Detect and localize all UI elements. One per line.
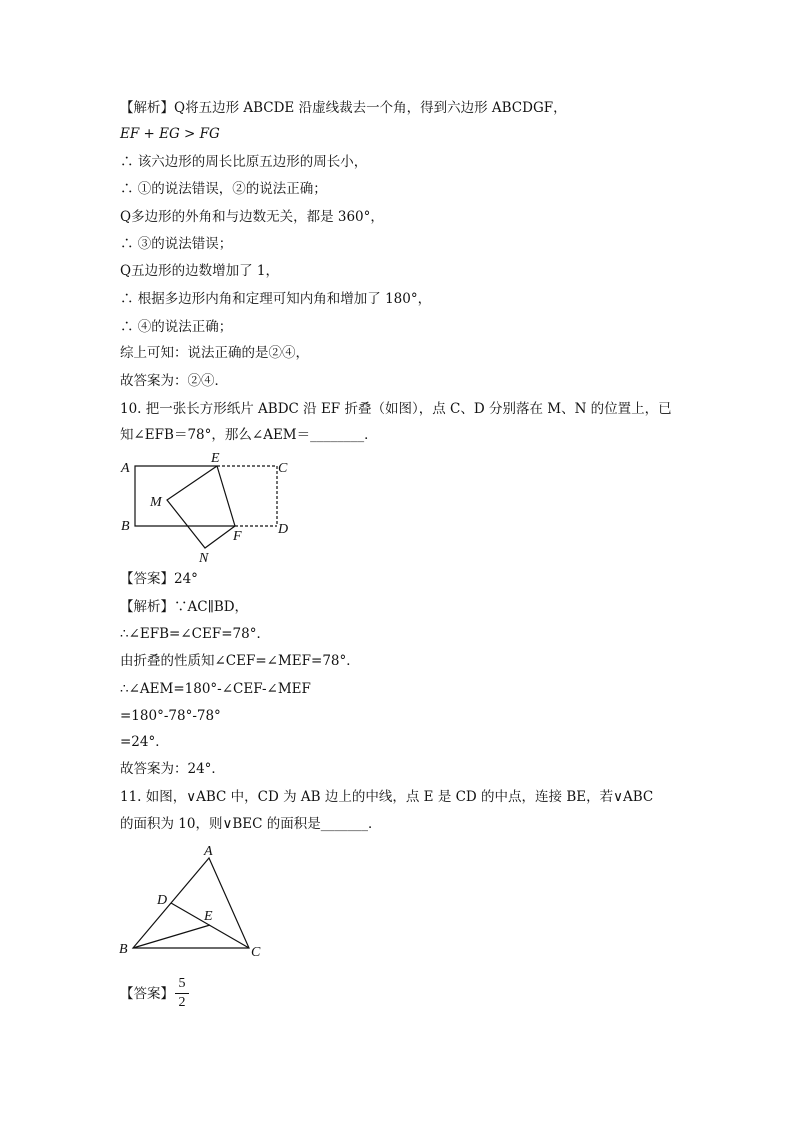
- fig2-label-d: D: [157, 893, 168, 908]
- fig1-label-m: M: [150, 495, 162, 510]
- text-line-9: ∴ ④的说法正确；: [120, 319, 233, 335]
- text-line-21: 故答案为：24°．: [120, 761, 225, 777]
- text-line-24: 【答案】: [120, 986, 174, 1002]
- fraction-bar: [175, 993, 189, 994]
- fig1-label-n: N: [199, 551, 209, 566]
- text-line-14: 【答案】24°: [120, 571, 198, 587]
- text-line-23: 的面积为 10，则∨BEC 的面积是_______．: [120, 816, 382, 832]
- text-line-7: Q五边形的边数增加了 1，: [120, 263, 279, 279]
- text-line-1: 【解析】Q将五边形 ABCDE 沿虚线裁去一个角，得到六边形 ABCDGF，: [120, 100, 567, 116]
- fig2-label-a: A: [204, 844, 213, 859]
- text-line-12: 10. 把一张长方形纸片 ABDC 沿 EF 折叠（如图），点 C、D 分别落在 M、N 的位置上，已: [120, 401, 672, 417]
- text-line-5: Q多边形的外角和与边数无关，都是 360°，: [120, 209, 384, 225]
- text-line-6: ∴ ③的说法错误；: [120, 236, 233, 252]
- fig1-label-d: D: [278, 522, 289, 537]
- fig1-label-f: F: [233, 529, 242, 544]
- text-line-4: ∴ ①的说法错误，②的说法正确；: [120, 181, 327, 197]
- fig1-label-a: A: [121, 461, 130, 476]
- fig1-label-b: B: [121, 519, 130, 534]
- fig1-label-e: E: [211, 451, 220, 466]
- text-line-16: ∴∠EFB=∠CEF=78°．: [120, 626, 270, 642]
- text-line-3: ∴ 该六边形的周长比原五边形的周长小，: [120, 154, 368, 170]
- fraction-numerator: 5: [178, 976, 186, 991]
- text-line-8: ∴ 根据多边形内角和定理可知内角和增加了 180°，: [120, 291, 432, 307]
- text-line-18: ∴∠AEM=180°-∠CEF-∠MEF: [120, 681, 311, 697]
- text-line-20: =24°．: [120, 734, 169, 750]
- fig2-label-e: E: [204, 909, 213, 924]
- text-line-10: 综上可知：说法正确的是②④，: [120, 345, 309, 361]
- text-line-19: =180°-78°-78°: [120, 708, 221, 724]
- text-line-17: 由折叠的性质知∠CEF=∠MEF=78°．: [120, 653, 360, 669]
- fig1-label-c: C: [278, 461, 288, 476]
- text-line-15: 【解析】∵AC∥BD，: [120, 599, 249, 615]
- answer-fraction: [175, 976, 189, 1011]
- text-line-2: EF + EG > FG: [120, 126, 220, 142]
- text-line-22: 11. 如图，∨ABC 中，CD 为 AB 边上的中线，点 E 是 CD 的中点，连接 BE，若∨ABC: [120, 789, 654, 805]
- text-line-11: 故答案为：②④．: [120, 373, 228, 389]
- fold-figure: [115, 450, 305, 570]
- fig2-label-b: B: [119, 942, 128, 957]
- fig2-label-c: C: [251, 945, 261, 960]
- triangle-figure: [115, 840, 275, 965]
- text-line-13: 知∠EFB＝78°，那么∠AEM＝________．: [120, 427, 378, 443]
- fraction-denominator: 2: [178, 995, 186, 1010]
